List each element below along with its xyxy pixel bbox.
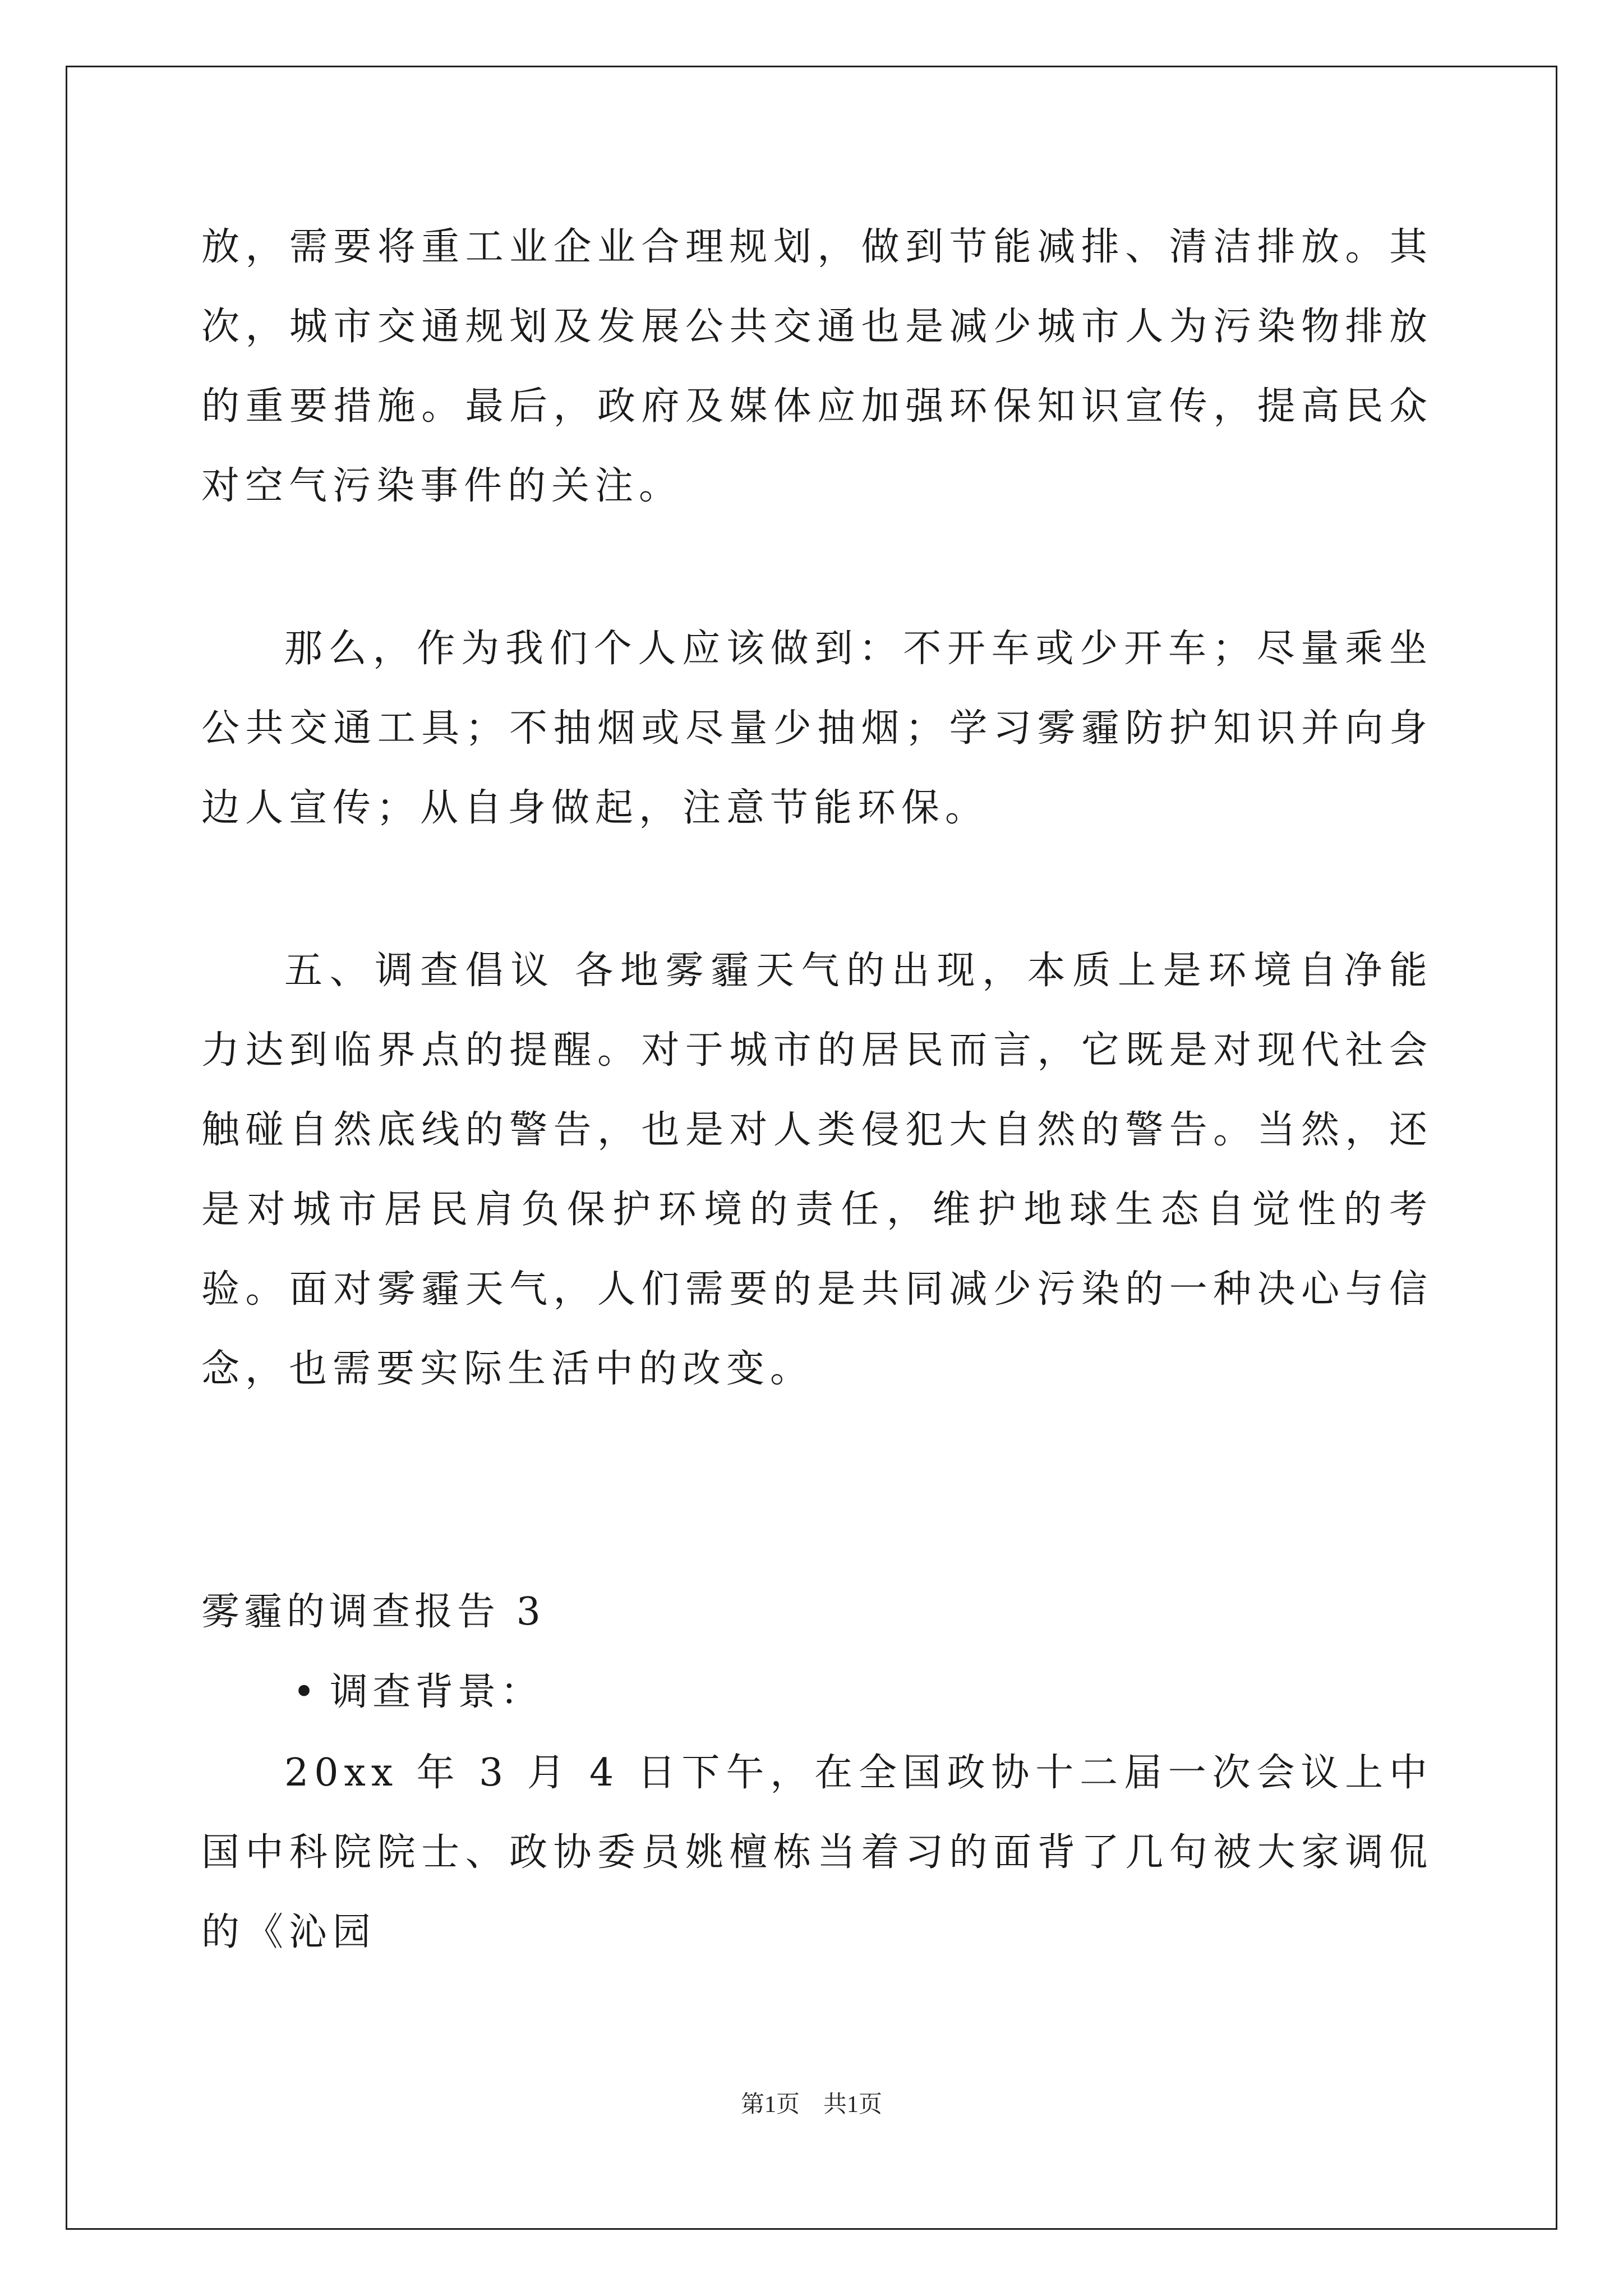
footer-total-pages: 共1页 <box>823 2092 883 2118</box>
section-title: 雾霾的调查报告 3 <box>201 1590 545 1634</box>
bullet-dot: • <box>293 1670 320 1714</box>
paragraph-3: 五、调查倡议 各地雾霾天气的出现，本质上是环境自净能力达到临界点的提醒。对于城市的居民而言，它既是对现代社会触碰自然底线的警告，也是对人类侵犯大自然的警告。当然，还是对城市居民肩负保护环境的责任，维护地球生态自觉性的考验。面对雾霾天气，人们需要的是共同减少污染的一种决心与信念，也需要实际生活中的改变。 <box>201 949 1433 1391</box>
paragraph-1: 放，需要将重工业企业合理规划，做到节能减排、清洁排放。其次，城市交通规划及发展公共交通也是减少城市人为污染物排放的重要措施。最后，政府及媒体应加强环保知识宣传，提高民众对空气污染事件的关注。 <box>201 225 1433 508</box>
footer-page-number: 第1页 <box>740 2092 800 2118</box>
paragraph-2: 那么，作为我们个人应该做到：不开车或少开车；尽量乘坐公共交通工具；不抽烟或尽量少抽烟；学习雾霾防护知识并向身边人宣传；从自身做起，注意节能环保。 <box>201 627 1433 830</box>
bullet-label: 调查背景： <box>330 1670 543 1714</box>
bullet-item <box>293 1653 543 1732</box>
paragraph-4: 20xx 年 3 月 4 日下午，在全国政协十二届一次会议上中国中科院院士、政协委员姚檀栋当着习的面背了几句被大家调侃的《沁园 <box>201 1751 1433 1954</box>
page-footer <box>0 2088 1623 2122</box>
